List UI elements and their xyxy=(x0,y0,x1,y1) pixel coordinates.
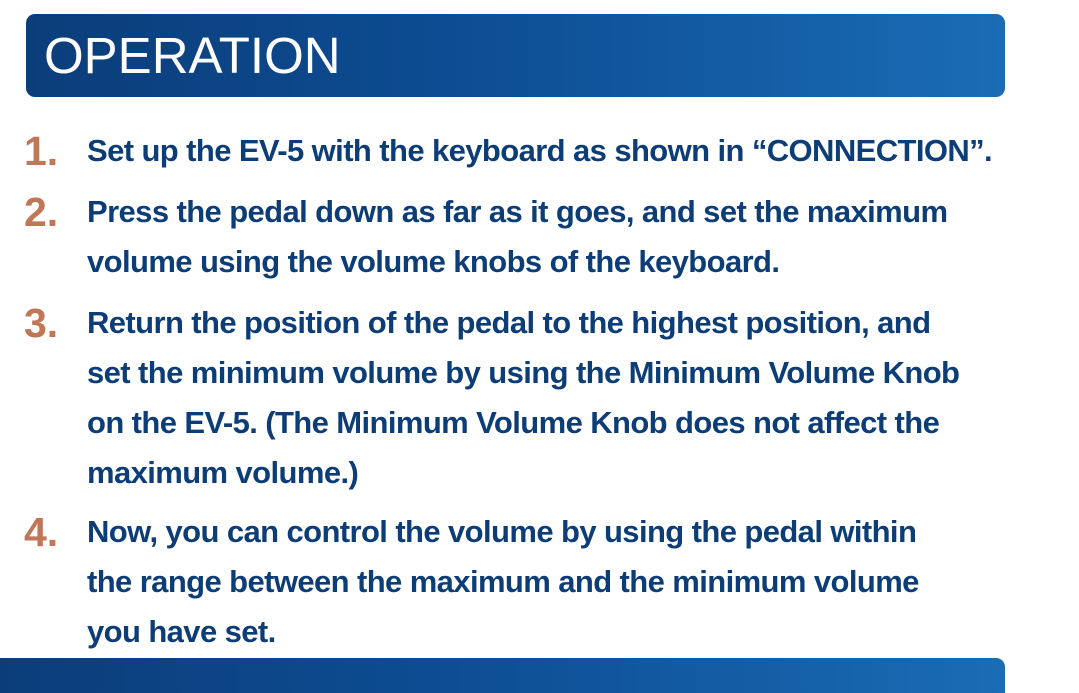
step-text xyxy=(87,187,1017,287)
step-number: 2. xyxy=(24,189,59,235)
step-line: you have set. xyxy=(87,614,276,649)
step-number: 3. xyxy=(24,300,59,346)
step-line: Now, you can control the volume by using the pedal within xyxy=(87,514,917,549)
step-text xyxy=(87,507,1017,657)
step-line: set the minimum volume by using the Minimum Volume Knob xyxy=(87,355,960,390)
step-number: 1. xyxy=(24,128,59,174)
step-line: Press the pedal down as far as it goes, and set the maximum xyxy=(87,194,948,229)
step-line: Return the position of the pedal to the highest position, and xyxy=(87,305,931,340)
step-text xyxy=(87,298,1017,498)
section-header xyxy=(26,14,1005,97)
step-number: 4. xyxy=(24,509,59,555)
step-line: on the EV-5. (The Minimum Volume Knob does not affect the xyxy=(87,405,940,440)
step-line: maximum volume.) xyxy=(87,455,359,490)
step-text xyxy=(87,126,1017,176)
section-title: OPERATION xyxy=(44,27,341,84)
step-line: volume using the volume knobs of the keyboard. xyxy=(87,244,780,279)
next-section-header xyxy=(0,658,1005,693)
step-line: Set up the EV-5 with the keyboard as shown in “CONNECTION”. xyxy=(87,133,993,168)
step-line: the range between the maximum and the minimum volume xyxy=(87,564,919,599)
